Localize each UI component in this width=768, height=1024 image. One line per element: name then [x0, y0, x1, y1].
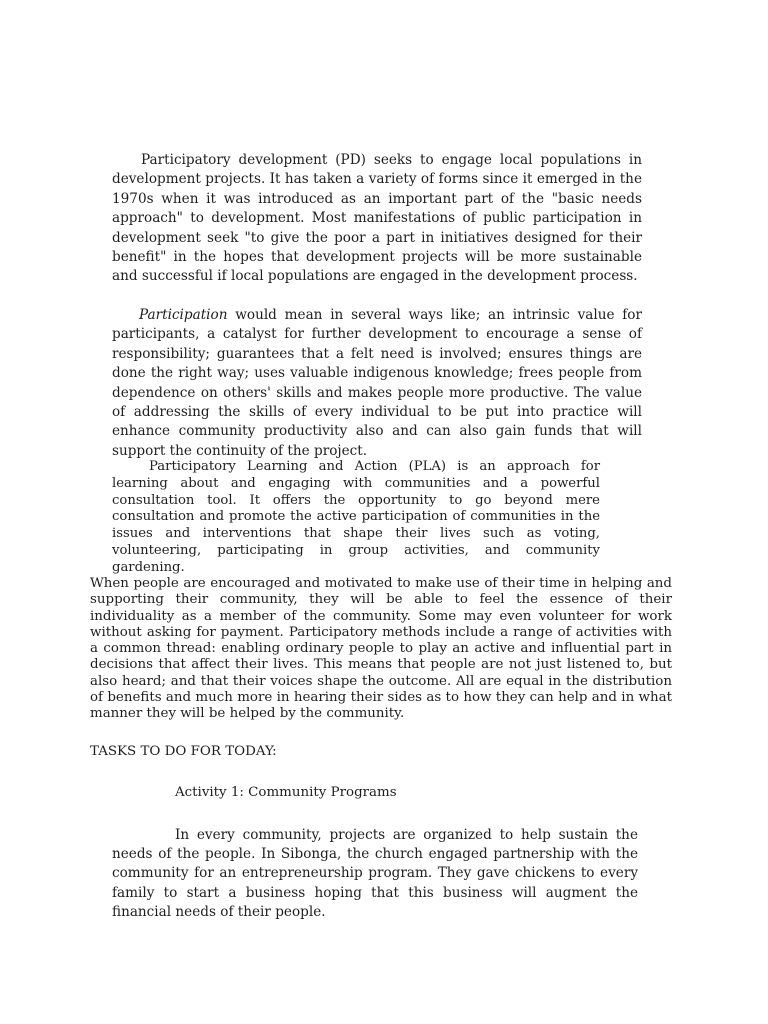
- activity-title: Activity 1: Community Programs: [175, 785, 397, 800]
- participation-term: Participation: [139, 307, 228, 323]
- tasks-heading: TASKS TO DO FOR TODAY:: [90, 744, 277, 759]
- paragraph-participation: [112, 306, 642, 461]
- paragraph-motivation: When people are encouraged and motivated to make use of their time in helping and supporting their community, they will be able to feel the essence of their individuality as a member of the community. Some may even volunteer for work without asking for payment. Participatory methods include a range of activities with a common thread: enabling ordinary people to play an active and influential part in decisions that affect their lives. This means that people are not just listened to, but also heard; and that their voices shape the outcome. All are equal in the distribution of benefits and much more in hearing their sides as to how they can help and in what manner they will be helped by the community.: [90, 576, 672, 722]
- paragraph-pla: Participatory Learning and Action (PLA) is an approach for learning about and engaging with communities and a powerful consultation tool. It offers the opportunity to go beyond mere consultation and promote the active participation of communities in the issues and interventions that shape their lives such as voting, volunteering, participating in group activities, and community gardening.: [112, 459, 600, 575]
- participation-text: would mean in several ways like; an intrinsic value for participants, a catalyst for further development to encourage a sense of responsibility; guarantees that a felt need is involved; ensures things are done the right way; uses valuable indigenous knowledge; frees people from dependence on others' skills and makes people more productive. The value of addressing the skills of every individual to be put into practice will enhance community productivity also and can also gain funds that will support the continuity of the project.: [112, 307, 642, 459]
- paragraph-community-programs: In every community, projects are organized to help sustain the needs of the people. In Sibonga, the church engaged partnership with the community for an entrepreneurship program. They gave chickens to every family to start a business hoping that this business will augment the financial needs of their people.: [112, 827, 638, 920]
- paragraph-participatory-development: Participatory development (PD) seeks to engage local populations in development projects. It has taken a variety of forms since it emerged in the 1970s when it was introduced as an important part of the "basic needs approach" to development. Most manifestations of public participation in development seek "to give the poor a part in initiatives designed for their benefit" in the hopes that development projects will be more sustainable and successful if local populations are engaged in the development process.: [112, 152, 642, 285]
